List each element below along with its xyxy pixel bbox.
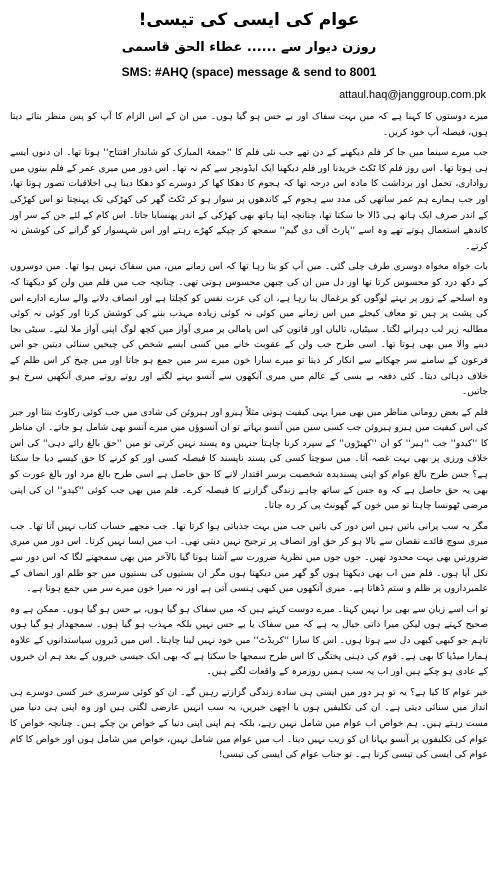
column-body xyxy=(10,109,488,763)
column-title: عوام کی ایسی کی تیسی! xyxy=(138,10,360,30)
body-paragraph: جب میرے سینما میں جا کر فلم دیکھنے کے دن تھے جب نئی فلم کا ''جمعۃ المبارک کو شاندار افتتاح'' ہوتا تھا۔ ان دنوں ایسے ہی ہوتا تھا۔ اس روز فلم کا ٹکٹ خریدنا اور فلم دیکھنا ایک ایڈونچر سے کم نہ تھا۔ اس دور میں میری عمر کے فلم بینوں میں رواداری، تحمل اور برداشت کا مادہ اس درجہ تھا کہ ہجوم کا دھکا کھا کر دوسرے کو دھکا دینا ہی اخلاقیات تصور ہوتا تھا، اور جب ہمارے ہم عمر ساتھی کی مدد سے ہجوم کے کاندھوں پر سوار ہو کر ٹکٹ گھر کی کھڑکی تک پہنچتا تو اس کھڑکی کے اندر صرف ایک ہاتھ ہی ڈالا جا سکتا تھا، چنانچہ اپنا ہاتھ بھی کھڑکی کے اندر پھنسایا جاتا۔ اس کام کے لئے جن کے سر اور کاندھے استعمال ہوتے تھے وہ اسے ''پارٹ آف دی گیم'' سمجھ کر چپکے کھڑے رہتے اور اس شہسوار کو گرانے کی کوشش نہ کرتے۔ xyxy=(10,147,488,252)
column-byline: روزن دیوار سے ...... عطاء الحق قاسمی xyxy=(121,40,377,55)
body-paragraph: بات خواہ مخواہ دوسری طرف چلی گئی۔ میں آپ کو بتا رہا تھا کہ اس زمانے میں، میں سفاک نہیں ہوا تھا۔ میں دوسروں کے دکھ درد کو محسوس کرتا تھا اور دل میں ان کی چبھن محسوس ہوتی تھی۔ چنانچہ جب میں فلم میں ولن کو دیکھتا کہ وہ اسلحے کے زور پر نہتے لوگوں کو یرغمال بنا رہا ہے، ان کی عزت نفس کو کچلتا ہے اور انصاف دلانے والے سارے ادارے اس کی پشت پر ہیں تو معاف کیجئے میں اس زمانے میں کوئی نہ کوئی زیادہ مہذب بننے کی کوشش کرتا اور کوئی نہ کوئی مطالبہ زیر لب دہرانے لگتا۔ سیٹیاں، تالیاں اور قانون کی اس پامالی پر میری آواز میں کچھ لوگ اپنی آواز ملا لیتے۔ سیٹی بجا دینے والا میں بھی ہوتا تھا۔ اسی طرح جب ولن کے عقوبت خانے میں کسی ایسے شخص کی چیخیں سنائی دیتیں جو اس فرعون کے سامنے سر جھکانے سے انکار کر دیتا تو میرے سارا خون میرے سر میں جمع ہو جاتا اور میں چیخ کر اس ظلم کے خلاف دہائی دیتا۔ کئی دفعہ بے بسی کے عالم میں میری آنکھوں سے آنسو بہنے لگتے اور روتے روتے میری آنکھیں سرخ ہو جاتیں۔ xyxy=(10,261,488,398)
body-paragraph: مگر یہ سب پرانی باتیں ہیں اس دور کی باتیں جب میں بہت جذباتی ہوا کرتا تھا۔ جب مجھے حساب کتاب نہیں آتا تھا۔ جب میری سوچ فائدے نقصان سے بالا ہو کر حق اور انصاف پر ترجیح نہیں دیتی تھی۔ اب میں ایسا نہیں کرتا۔ اس دور میں میری ضرورتیں بھی بہت محدود تھیں۔ جوں جوں میں نظریۂ ضرورت سے آشنا ہوتا گیا بالآخر میں بھی سمجھنے لگا کہ اس دور سے نکل آیا ہوں۔ فلم میں اب بھی دیکھتا ہوں گو گھر میں دیکھتا ہوں مگر ان بستیوں کی بستیوں میں جو ظلم اور انصاف کے علمبرداروں پر ظلم و ستم ڈھاتا ہے۔ میری آنکھوں میں کبھی ہنسی آتی ہے اور نہ میرا خون میرے سر میں جمع ہوتا ہے۔ xyxy=(10,520,488,595)
body-paragraph: خیر عوام کا کیا ہے؟ یہ تو ہر دور میں ایسی ہی سادہ زندگی گزارتے رہیں گے۔ ان کو کوئی سرسری خبر کسی دوسرے ہی انداز میں سنائی دیتی ہے۔ ان کی تکلیفیں ہوں یا اچھی خبریں، یہ سب انہیں عارضی لگتی ہیں اور وہ اپنی ہی دنیا میں مست رہتے ہیں۔ ہم خواص اب عوام میں شامل نہیں رہے، بلکہ ہم اپنی اپنی دنیا کے خواص بن چکے ہیں۔ چنانچہ خواص کا عوام کی تکلیفوں پر آنسو بہانا ان کو زیب نہیں دیتا۔ اب میں عوام میں شامل نہیں، خواص میں شامل ہوں اور خواص کا کام عوام کی ایسی کی تیسی کرنا ہے۔ تو جناب عوام کی ایسی کی تیسی! xyxy=(10,686,488,761)
author-email: attaul.haq@janggroup.com.pk xyxy=(339,89,486,101)
body-paragraph: میرے دوستوں کا کہنا ہے کہ میں بہت سفاک اور بے حس ہو گیا ہوں۔ میں ان کے اس الزام کا آپ کو پس منظر بتائے دیتا ہوں، فیصلہ آپ خود کریں۔ xyxy=(10,111,488,138)
sms-instruction: SMS: #AHQ (space) message & send to 8001 xyxy=(121,65,377,79)
body-paragraph: فلم کے بعض رومانی مناظر میں بھی میرا یہی کیفیت ہوتی مثلاً ہیرو اور ہیروئن کی شادی میں جب کوئی رکاوٹ بنتا اور جبر کی اس کیفیت میں ہیرو ہیروئن جب کسی سین میں آنسو بہاتے تو ان آنسوؤں میں میرے آنسو بھی شامل ہو جاتے۔ ان مناظر کا ''کیدو'' جب ''ہیر'' کو ان ''کھیڑوں'' کے سپرد کرنا چاہتا جنہیں وہ پسند نہیں کرتی تو میں ''حق بالغ رائے دہی'' کی اس خلاف ورزی پر بھی بہت غصہ آتا۔ میں سوچتا کسی کی پسند ناپسند کا فیصلہ کسی اور کو کرنے کا حق کیسے دیا جا سکتا ہے؟ جس طرح بالغ عوام کو اپنی پسندیدہ شخصیت برسر اقتدار لانے کا حق حاصل ہے اسی طرح بالغ مرد اور بالغ عورت کو بھی یہ حق حاصل ہے کہ وہ جس کے ساتھ چاہے زندگی گزارنے کا فیصلہ کرے۔ فلم میں بھی جب کوئی ''کیدو'' ان کی اپنی مرضی ٹھونسا چاہتا تو میں خون کے گھونٹ پی کر رہ جاتا۔ xyxy=(10,406,488,512)
body-paragraph: تو اب اسے زبان سے بھی برا نہیں کہتا۔ میرے دوست کہتے ہیں کہ میں سفاک ہو گیا ہوں، بے حس ہو گیا ہوں۔ ممکن ہے وہ صحیح کہتے ہوں لیکن میرا ذاتی خیال یہ ہے کہ میں سفاک یا بے حس نہیں بلکہ مہذب ہو گیا ہوں۔ سمجھدار ہو گیا ہوں تاہم جو کبھی کبھی دل سے ہوتا ہوں۔ اس کا سارا ''کریڈٹ'' میں خود نہیں لینا چاہتا۔ اس میں ڈیروں سیاستدانوں کے علاوہ ہمارا میڈیا کا بھی ہے۔ قوم کی ذہنی پختگی کا اس طرح سمجھا جا سکتا ہے کہ بھی ایک جیسی خبروں کے بعد ہم ان خبروں کے عادی ہو چکے ہیں اور اب یہ سب ہمیں روزمرہ کے واقعات لگتے ہیں۔ xyxy=(10,603,488,678)
